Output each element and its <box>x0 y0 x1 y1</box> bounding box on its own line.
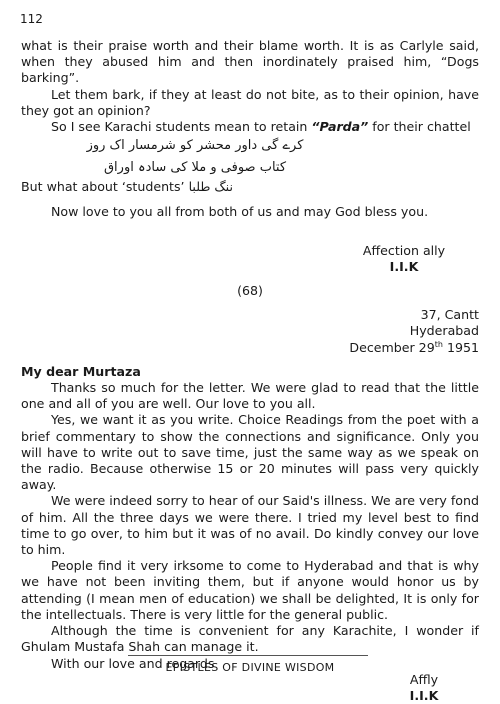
page-number: 112 <box>20 12 43 26</box>
signature: I.I.K <box>389 258 419 274</box>
closing: Affection ally <box>362 242 446 258</box>
running-footer: EPISTLES OF DIVINE WISDOM <box>165 661 335 674</box>
letter-number: (68) <box>237 283 263 299</box>
address-line: 37, Cantt <box>420 307 479 323</box>
paragraph: Although the time is convenient for any Karachite, I wonder if Ghulam Mustafa Shah can manage it. <box>21 623 479 655</box>
signature: I.I.K <box>409 687 439 703</box>
emphasis-parda: “Parda” <box>311 119 369 135</box>
closing: Affly <box>409 671 439 687</box>
urdu-verse-line: کتاب صوفی و ملا کی سادہ اوراق <box>103 160 287 176</box>
paragraph <box>21 119 479 135</box>
footer-rule <box>128 655 368 656</box>
paragraph: With our love and regards <box>51 655 215 671</box>
salutation: My dear Murtaza <box>21 363 141 379</box>
paragraph: We were indeed sorry to hear of our Said's illness. We are very fond of him. All the three days we were there. I tried my level best to find time to go over, to him but it was of no avail. Do kindly convey our love to him. <box>21 493 479 558</box>
paragraph: People find it very irksome to come to Hyderabad and that is why we have not been inviting them, but if anyone would honor us by attending (I mean men of education) we shall be delighted, It is only for the intellectuals. There is very little for the general public. <box>21 558 479 622</box>
letter-body <box>21 38 479 704</box>
paragraph: Now love to you all from both of us and may God bless you. <box>51 204 429 220</box>
urdu-verse-line: کرے گی داور محشر کو شرمسار اک روز <box>86 138 304 154</box>
paragraph-text: But what about ‘students’ <box>21 179 185 195</box>
closing-block <box>329 243 479 275</box>
paragraph <box>21 179 479 195</box>
closing-block <box>369 672 479 704</box>
paragraph: Thanks so much for the letter. We were glad to read that the little one and all of you are well. Our love to you all. <box>21 380 479 412</box>
paragraph: Yes, we want it as you write. Choice Readings from the poet with a brief commentary to show the connections and significance. Only you will have to write out to save time, just the same way as we speak on the radio. Because otherwise 15 or 20 minutes will pass very quickly away. <box>21 412 479 493</box>
date: December 29th 1951 <box>349 339 479 355</box>
paragraph-text: So I see Karachi students mean to retain <box>51 119 312 135</box>
address-line: Hyderabad <box>409 323 479 339</box>
paragraph: what is their praise worth and their blame worth. It is as Carlyle said, when they abused him and then inordinately praised him, “Dogs barking”. <box>21 38 479 86</box>
paragraph-text: for their chattel <box>368 119 471 135</box>
paragraph: Let them bark, if they at least do not bite, as to their opinion, have they got an opinion? <box>21 86 479 118</box>
urdu-phrase: ننگ طلبا <box>188 179 233 195</box>
